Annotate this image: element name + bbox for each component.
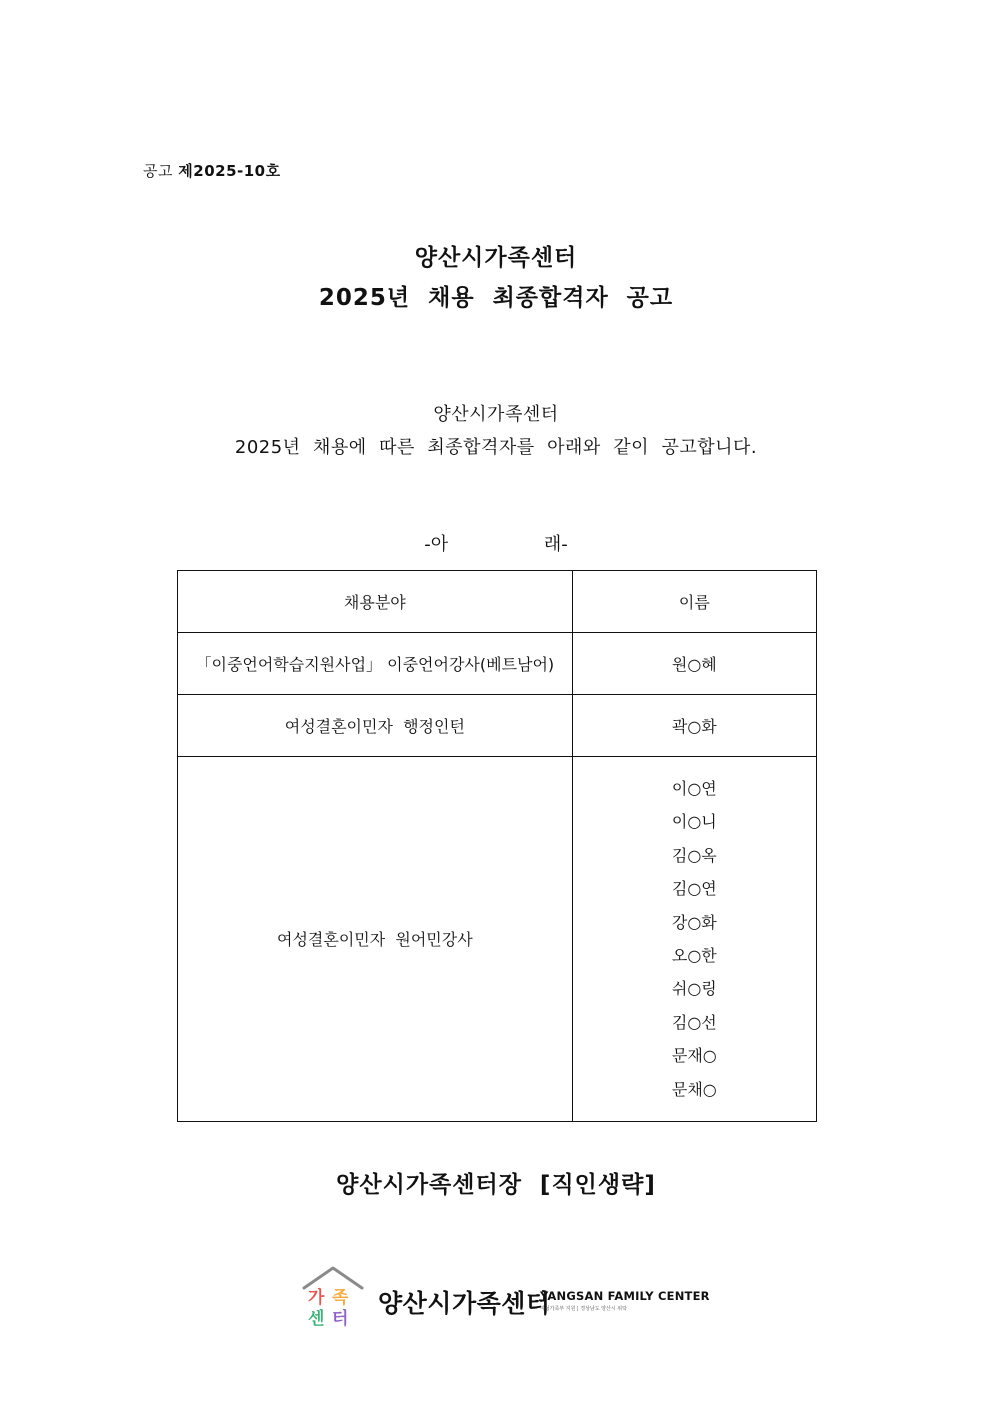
list-item: 이○연 xyxy=(671,779,717,798)
header-name: 이름 xyxy=(572,571,816,633)
logo-name: 양산시가족센터 xyxy=(378,1289,551,1318)
header-field: 채용분야 xyxy=(178,571,573,633)
logo-roof xyxy=(304,1268,362,1288)
name-list xyxy=(574,758,815,1120)
family-center-logo-icon xyxy=(300,1264,366,1330)
row-name: 원○혜 xyxy=(572,633,816,695)
table-row xyxy=(178,757,817,1122)
intro-line-1: 양산시가족센터 xyxy=(433,404,559,425)
list-item: 문재○ xyxy=(671,1046,717,1066)
row-names xyxy=(572,757,816,1122)
list-item: 강○화 xyxy=(671,912,717,932)
row-field: 「이중언어학습지원사업」 이중언어강사(베트남어) xyxy=(178,633,573,695)
row-field: 여성결혼이민자 원어민강사 xyxy=(178,757,573,1122)
logo-mark-ga: 가 xyxy=(308,1288,325,1308)
title-line-1: 양산시가족센터 xyxy=(414,245,578,271)
list-item: 쉬○링 xyxy=(671,979,717,999)
list-item: 문채○ xyxy=(671,1079,717,1099)
logo-mark-jok: 족 xyxy=(332,1288,349,1308)
intro-line-2: 2025년 채용에 따른 최종합격자를 아래와 같이 공고합니다. xyxy=(234,437,758,458)
row-field: 여성결혼이민자 행정인턴 xyxy=(178,695,573,757)
list-item: 이○니 xyxy=(671,812,717,832)
notice-prefix: 공고 xyxy=(143,162,173,180)
row-name: 곽○화 xyxy=(572,695,816,757)
intro-text xyxy=(0,398,992,464)
list-item: 김○옥 xyxy=(671,845,717,865)
logo-english-name: YANGSAN FAMILY CENTER xyxy=(540,1289,710,1303)
list-item: 김○선 xyxy=(671,1012,717,1032)
document-title xyxy=(0,238,992,318)
result-table xyxy=(177,570,817,1122)
logo-mark-teo: 터 xyxy=(332,1309,349,1329)
logo-subtext: 여성가족부 지원 | 경상남도 양산시 위탁 xyxy=(540,1306,627,1312)
title-line-2: 2025년 채용 최종합격자 공고 xyxy=(318,285,674,311)
below-mark: -아 래- xyxy=(424,534,568,555)
center-logo xyxy=(300,1264,720,1334)
notice-number-value: 제2025-10호 xyxy=(178,162,281,180)
notice-number xyxy=(143,160,281,181)
signature: 양산시가족센터장 [직인생략] xyxy=(336,1172,656,1198)
table-row xyxy=(178,633,817,695)
table-row xyxy=(178,695,817,757)
table-header-row xyxy=(178,571,817,633)
list-item: 김○연 xyxy=(671,879,717,899)
logo-mark-sen: 센 xyxy=(308,1309,325,1329)
list-item: 오○한 xyxy=(671,945,717,965)
